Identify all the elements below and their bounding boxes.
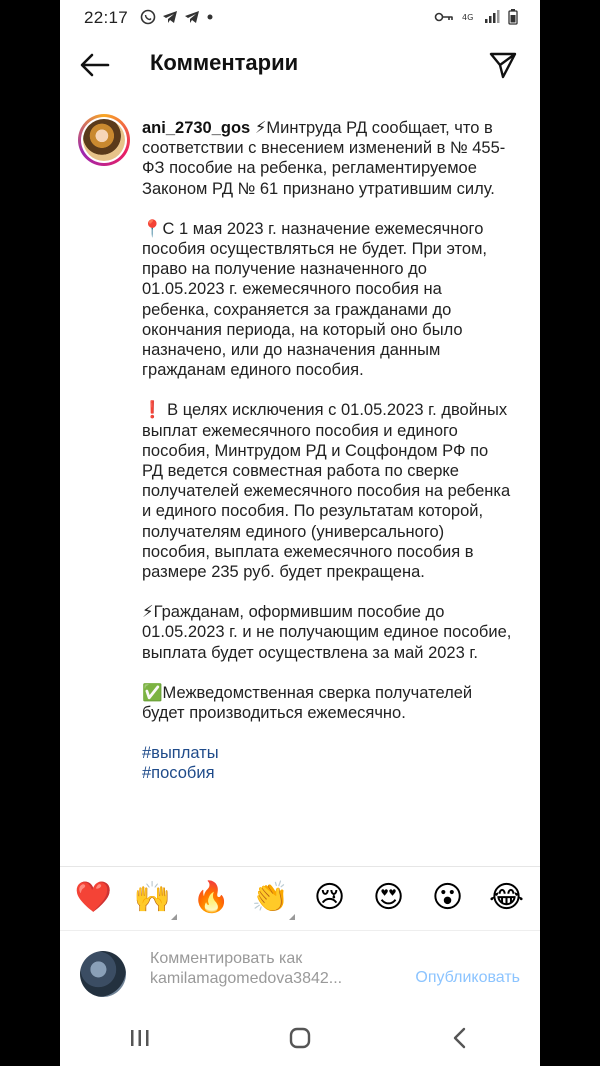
paragraph-text: С 1 мая 2023 г. назначение ежемесячного пособия осуществляться не будет. При этом, право на получение назначенного до 01.05.2023 г. ежемесячного пособия на ребенка, сохраняется за гражданами до окончания периода, на который оно было назначено, или до назначения данным гражданам единого пособия. xyxy=(142,219,488,380)
paragraph-text: Межведомственная сверка получателей будет производиться ежемесячно. xyxy=(142,683,473,723)
comment-username[interactable]: ani_2730_gos xyxy=(142,119,251,137)
surprised-face-icon: 😮 xyxy=(431,879,464,915)
battery-icon xyxy=(508,9,518,29)
surprised-reaction[interactable] xyxy=(428,878,468,918)
skin-tone-indicator xyxy=(289,914,295,920)
header xyxy=(60,40,540,92)
lightning-icon: ⚡ xyxy=(142,602,154,622)
comment-paragraph-5 xyxy=(142,683,512,723)
paragraph-text: Минтруда РД сообщает, что в соответствии с внесением изменений в № 455-ФЗ пособие на ребенка, регламентируемое Законом РД № 61 признано утратившим силу. xyxy=(142,119,506,198)
status-bar xyxy=(60,0,540,36)
recents-button[interactable] xyxy=(110,1018,170,1058)
comment-body xyxy=(142,118,512,784)
home-button[interactable] xyxy=(270,1018,330,1058)
app-screen xyxy=(60,0,540,1066)
placeholder-line: kamilamagomedova3842... xyxy=(150,970,343,987)
status-left-icons xyxy=(140,9,214,29)
raised-hands-reaction[interactable] xyxy=(133,878,173,918)
crying-reaction[interactable] xyxy=(310,878,350,918)
fire-icon: 🔥 xyxy=(192,879,231,915)
user-avatar xyxy=(80,951,126,997)
check-mark-icon: ✅ xyxy=(142,682,163,702)
heart-eyes-reaction[interactable] xyxy=(369,878,409,918)
clap-reaction[interactable] xyxy=(251,878,291,918)
heart-reaction[interactable] xyxy=(74,878,114,918)
nav-back-button[interactable] xyxy=(430,1018,490,1058)
exclamation-icon: ❗ xyxy=(142,400,163,420)
hashtag-link[interactable]: #пособия xyxy=(142,764,215,783)
heart-eyes-icon: 😍 xyxy=(372,879,405,915)
key-icon xyxy=(434,10,454,28)
recents-icon xyxy=(128,1028,152,1048)
page-title: Комментарии xyxy=(150,50,299,75)
volte-icon xyxy=(462,10,476,28)
paragraph-text: В целях исключения с 01.05.2023 г. двойных выплат ежемесячного пособия и единого пособия, Минтрудом РД и Соцфондом РФ по РД ведется совместная работа по сверке получателей ежемесячного пособия на ребенка и единого пособия. По результатам которой, получателям единого (универсального) пособия, выплата ежемесячного пособия в размере 235 руб. будет прекращена. xyxy=(142,401,511,582)
raised-hands-icon: 🙌 xyxy=(133,879,172,915)
status-right-icons xyxy=(434,9,518,29)
crying-face-icon: 😢 xyxy=(313,879,346,915)
lightning-icon: ⚡ xyxy=(254,118,267,137)
telegram-icon xyxy=(162,9,178,29)
author-avatar[interactable] xyxy=(78,114,130,166)
hashtags xyxy=(142,743,512,783)
avatar-image xyxy=(83,119,125,161)
svg-text:4G: 4G xyxy=(462,13,474,22)
whatsapp-icon xyxy=(140,9,156,29)
pin-icon: 📍 xyxy=(142,218,163,238)
system-nav-bar xyxy=(60,1010,540,1066)
reaction-bar xyxy=(60,866,540,928)
dot-icon xyxy=(206,9,214,29)
laughing-face-icon: 😂 xyxy=(488,879,525,915)
publish-button[interactable]: Опубликовать xyxy=(415,969,520,986)
skin-tone-indicator xyxy=(171,914,177,920)
heart-icon: ❤️ xyxy=(74,879,113,915)
fire-reaction[interactable] xyxy=(192,878,232,918)
avatar-inner xyxy=(81,117,127,163)
status-time: 22:17 xyxy=(84,8,129,27)
back-button[interactable] xyxy=(78,50,112,80)
comment-paragraph-4 xyxy=(142,602,512,663)
comment-paragraph-2 xyxy=(142,219,512,381)
comment-input-row xyxy=(60,930,540,1017)
comment-paragraph-1 xyxy=(142,118,512,199)
telegram-icon xyxy=(184,9,200,29)
signal-icon xyxy=(484,10,500,28)
home-icon xyxy=(288,1026,312,1050)
comment-input[interactable] xyxy=(150,949,380,989)
comment-paragraph-3 xyxy=(142,400,512,582)
clap-icon: 👏 xyxy=(251,879,290,915)
share-button[interactable] xyxy=(488,50,518,80)
send-icon xyxy=(488,50,518,80)
back-icon xyxy=(450,1026,470,1050)
laughing-reaction[interactable] xyxy=(487,878,527,918)
paragraph-text: Гражданам, оформившим пособие до 01.05.2023 г. и не получающим единое пособие, выплата будет осуществлена за май 2023 г. xyxy=(142,603,512,662)
hashtag-link[interactable]: #выплаты xyxy=(142,744,219,763)
placeholder-line: Комментировать как xyxy=(150,950,303,967)
arrow-left-icon xyxy=(78,50,112,80)
